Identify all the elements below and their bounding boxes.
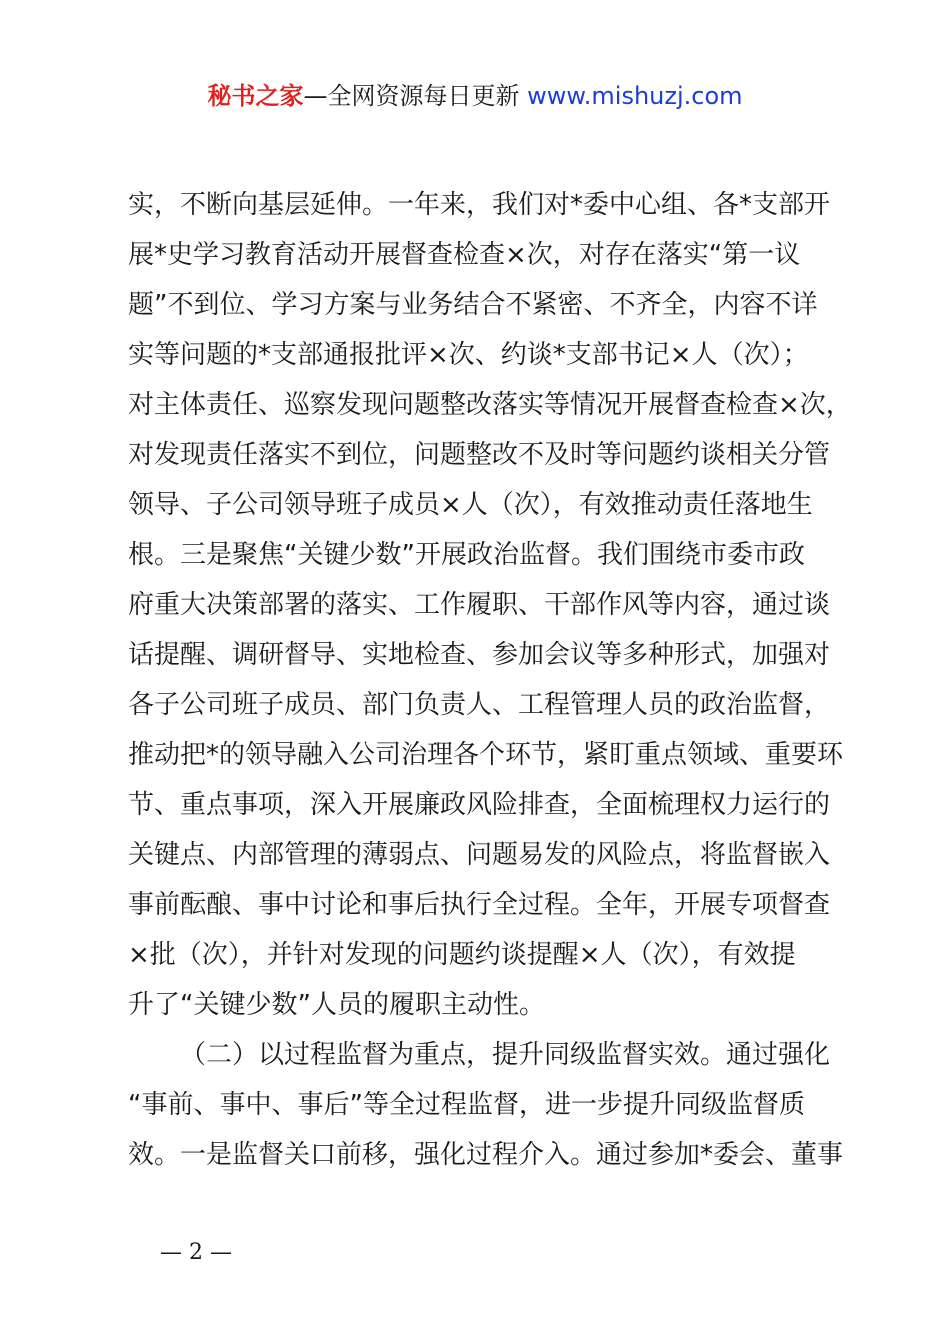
text-line: 实等问题的*支部通报批评×次、约谈*支部书记×人（次）； — [128, 340, 809, 370]
text-line: 根。三是聚焦“关键少数”开展政治监督。我们围绕市委市政 — [128, 540, 805, 570]
text-line: 实，不断向基层延伸。一年来，我们对*委中心组、各*支部开 — [128, 190, 831, 220]
text-line: 对发现责任落实不到位，问题整改不及时等问题约谈相关分管 — [128, 440, 831, 470]
text-line: 节、重点事项，深入开展廉政风险排查，全面梳理权力运行的 — [128, 790, 831, 820]
site-url-link[interactable]: www.mishuzj.com — [527, 82, 743, 110]
site-header — [0, 80, 950, 112]
section-heading-line: （二）以过程监督为重点，提升同级监督实效。通过强化 — [180, 1040, 831, 1070]
text-line: 领导、子公司领导班子成员×人（次），有效推动责任落地生 — [128, 490, 813, 520]
text-line: 各子公司班子成员、部门负责人、工程管理人员的政治监督， — [128, 690, 831, 720]
text-line: 展*史学习教育活动开展督查检查×次，对存在落实“第一议 — [128, 240, 801, 270]
text-line: 话提醒、调研督导、实地检查、参加会议等多种形式，加强对 — [128, 640, 831, 670]
brand-name: 秘书之家 — [207, 82, 304, 110]
text-line: 关键点、内部管理的薄弱点、问题易发的风险点，将监督嵌入 — [128, 840, 831, 870]
text-line: 效。一是监督关口前移，强化过程介入。通过参加*委会、董事 — [128, 1140, 844, 1170]
text-line: “事前、事中、事后”等全过程监督，进一步提升同级监督质 — [128, 1090, 805, 1120]
header-slogan: —全网资源每日更新 — [303, 82, 520, 110]
text-line: 府重大决策部署的落实、工作履职、干部作风等内容，通过谈 — [128, 590, 831, 620]
document-body — [128, 180, 852, 1180]
text-line: 升了“关键少数”人员的履职主动性。 — [128, 990, 545, 1020]
text-line: ×批（次），并针对发现的问题约谈提醒×人（次），有效提 — [128, 940, 796, 970]
text-line: 对主体责任、巡察发现问题整改落实等情况开展督查检查×次， — [128, 390, 852, 420]
text-line: 事前酝酿、事中讨论和事后执行全过程。全年，开展专项督查 — [128, 890, 831, 920]
text-line: 题”不到位、学习方案与业务结合不紧密、不齐全，内容不详 — [128, 290, 818, 320]
text-line: 推动把*的领导融入公司治理各个环节，紧盯重点领域、重要环 — [128, 740, 844, 770]
page-number: — 2 — — [160, 1240, 232, 1265]
